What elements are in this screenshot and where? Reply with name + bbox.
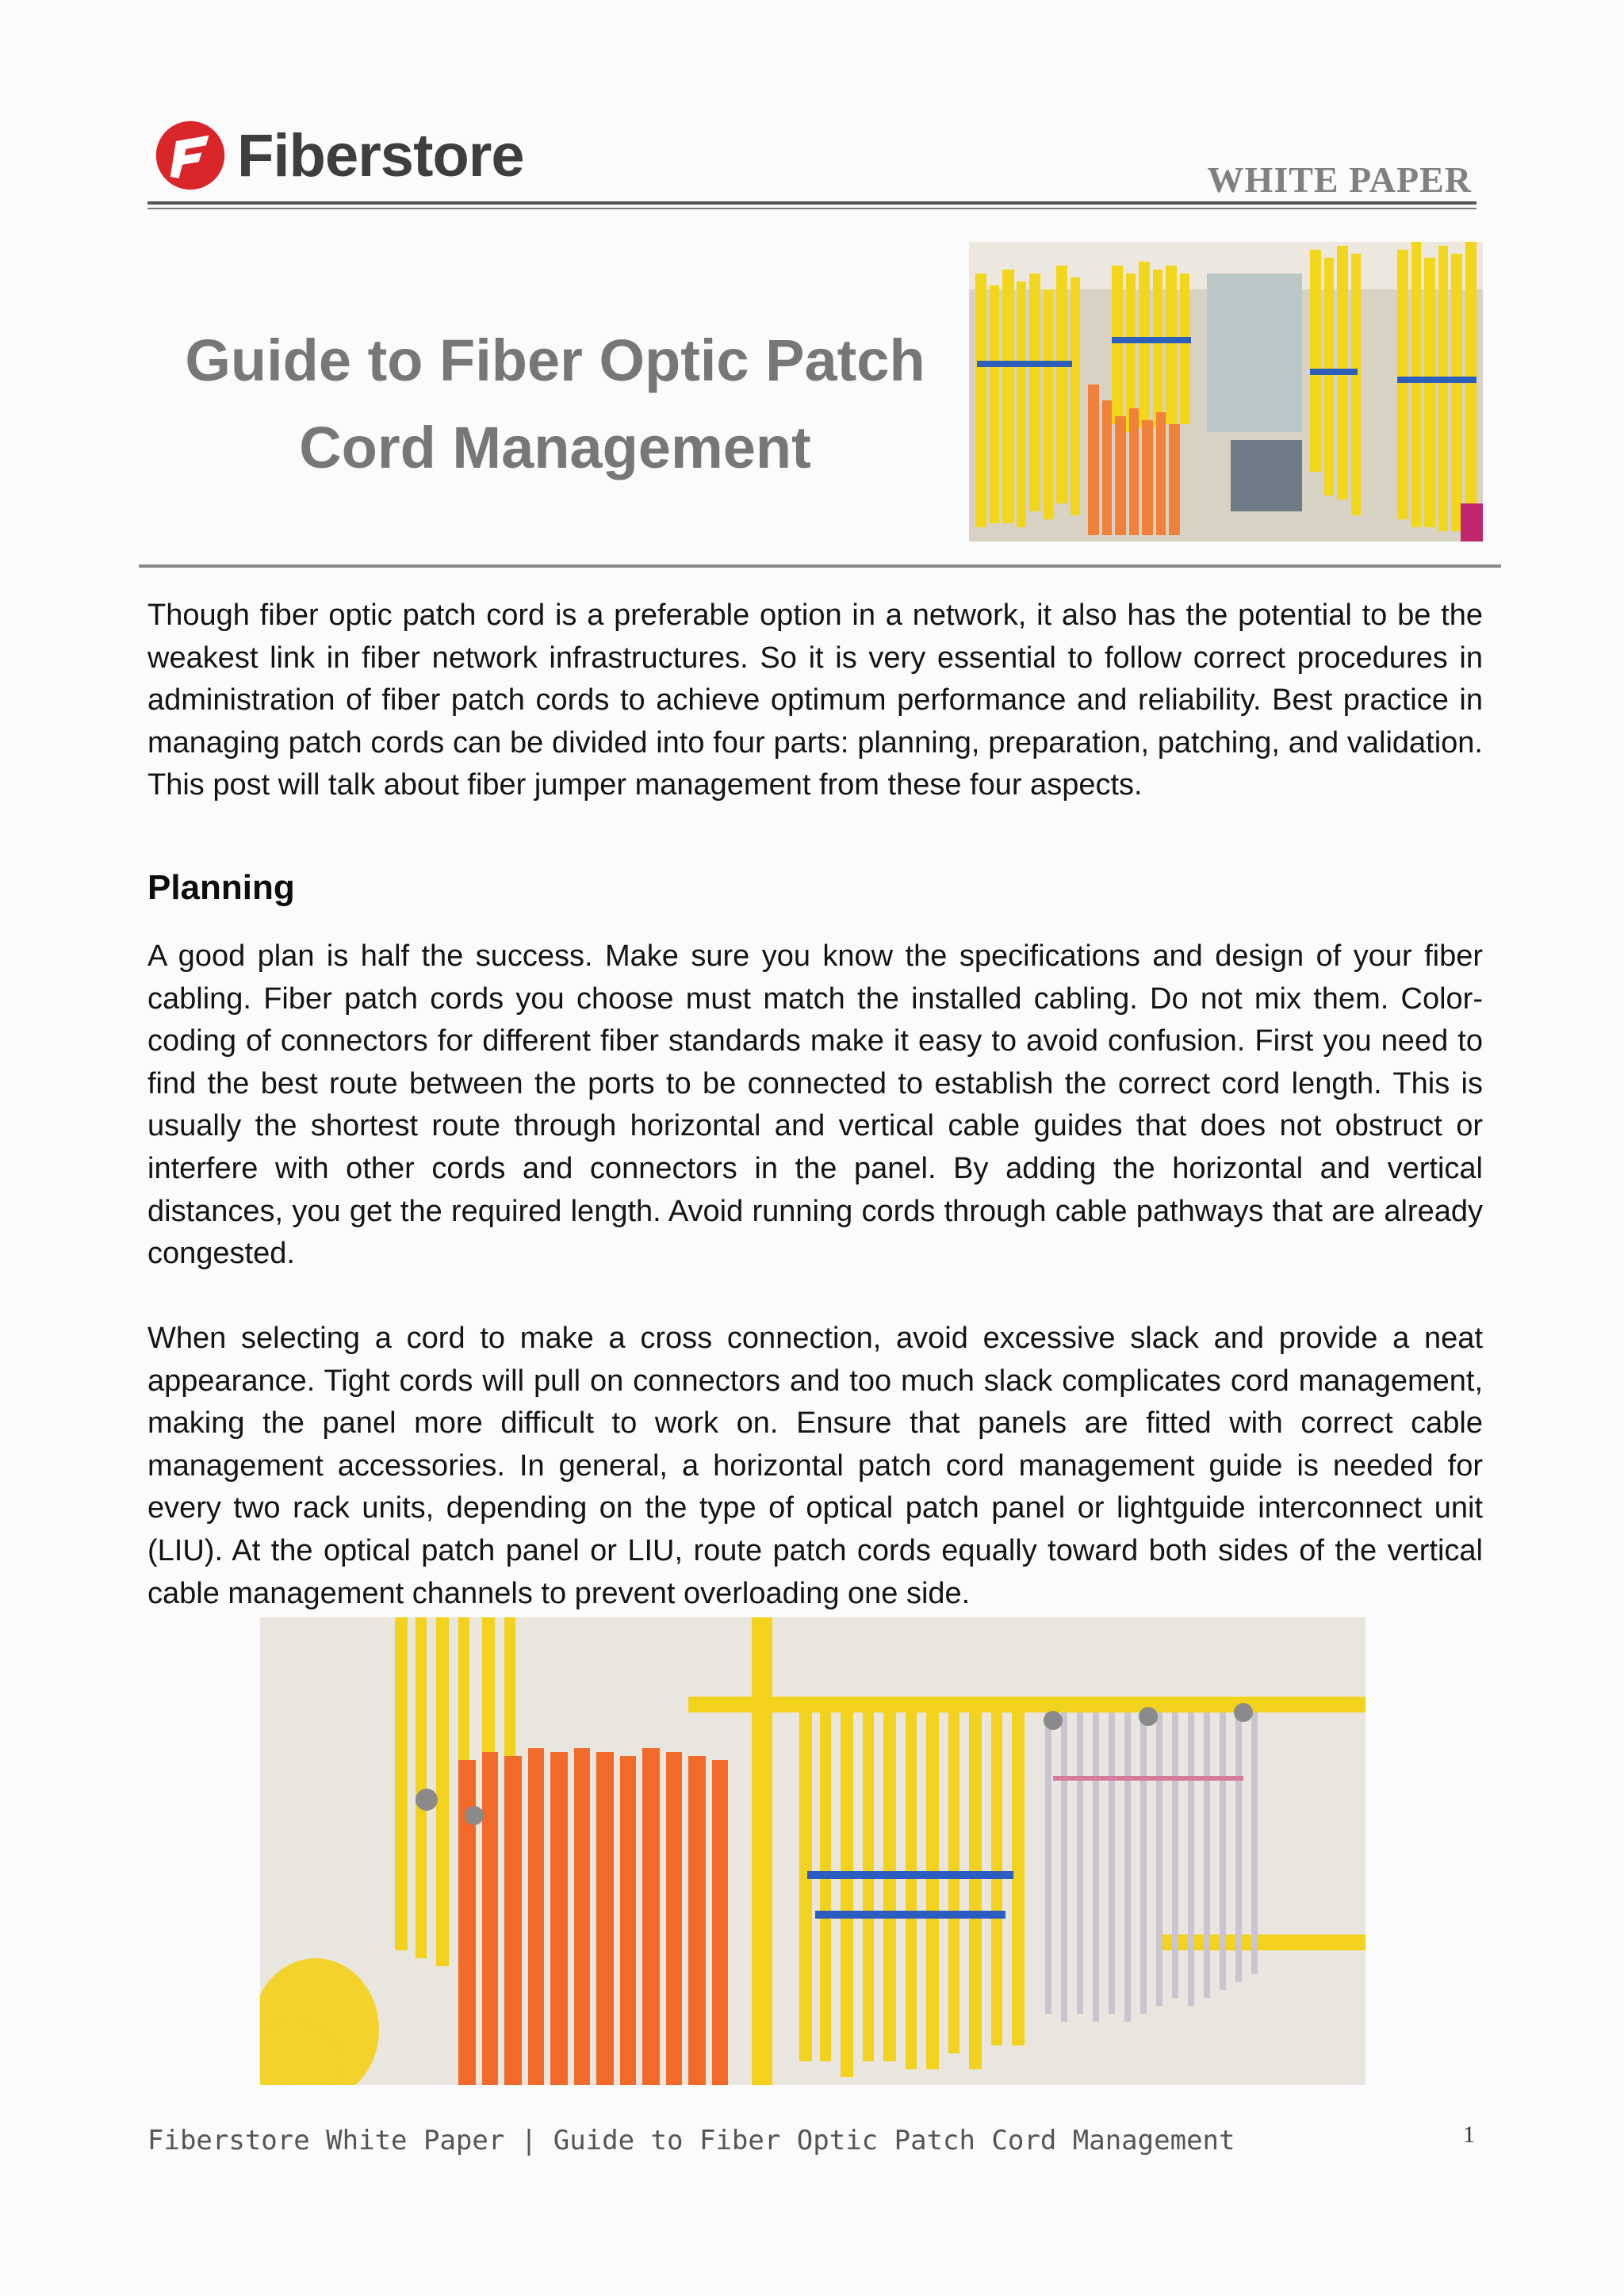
title-line-2: Cord Management [299,415,811,480]
header-rule [147,201,1477,205]
brand-logo [155,117,524,193]
planning-paragraph-2: When selecting a cord to make a cross connection, avoid excessive slack and provide a neat appearance. Tight cords will pull on connectors and too much slack complicates cord management, making the panel more difficult to work on. Ensure that panels are fitted with correct cable management accessories. In general, a horizontal patch cord management guide is needed for every two rack units, depending on the type of optical patch panel or lightguide interconnect unit (LIU). At the optical patch panel or LIU, route patch cords equally toward both sides of the vertical cable management channels to prevent overloading one side. [147,1322,1483,1610]
footer-text: Fiberstore White Paper | Guide to Fiber Optic Patch Cord Management [147,2125,1235,2156]
intro-paragraph: Though fiber optic patch cord is a preferable option in a network, it also has the potential to be the weakest link in fiber network infrastructures. So it is very essential to follow correct procedures in administration of fiber patch cords to achieve optimum performance and reliability. Best practice in managing patch cords can be divided into four parts: planning, preparation, patching, and validation. This post will talk about fiber jumper management from these four aspects. [147,599,1483,802]
page-title [119,317,991,492]
section-heading-planning: Planning [147,868,295,907]
title-rule [139,564,1501,568]
header-rule-thin [147,208,1477,209]
document-type-label: WHITE PAPER [1207,159,1472,200]
patch-cord-rack-photo [260,1617,1365,2085]
fiberstore-logo-icon [155,120,226,191]
planning-paragraph-1: A good plan is half the success. Make sure you know the specifications and design of your fiber cabling. Fiber patch cords you choose must match the installed cabling. Do not mix them. Color-coding of connectors for different fiber standards make it easy to avoid confusion. First you need to find the best route between the ports to be connected to establish the correct cord length. This is usually the shortest route through horizontal and vertical cable guides that does not obstruct or interfere with other cords and connectors in the panel. By adding the horizontal and vertical distances, you get the required length. Avoid running cords through cable pathways that are already congested. [147,939,1483,1271]
brand-name: Fiberstore [237,121,524,189]
page-number: 1 [1463,2122,1475,2148]
title-line-1: Guide to Fiber Optic Patch [185,327,925,393]
hero-photo [969,242,1483,541]
